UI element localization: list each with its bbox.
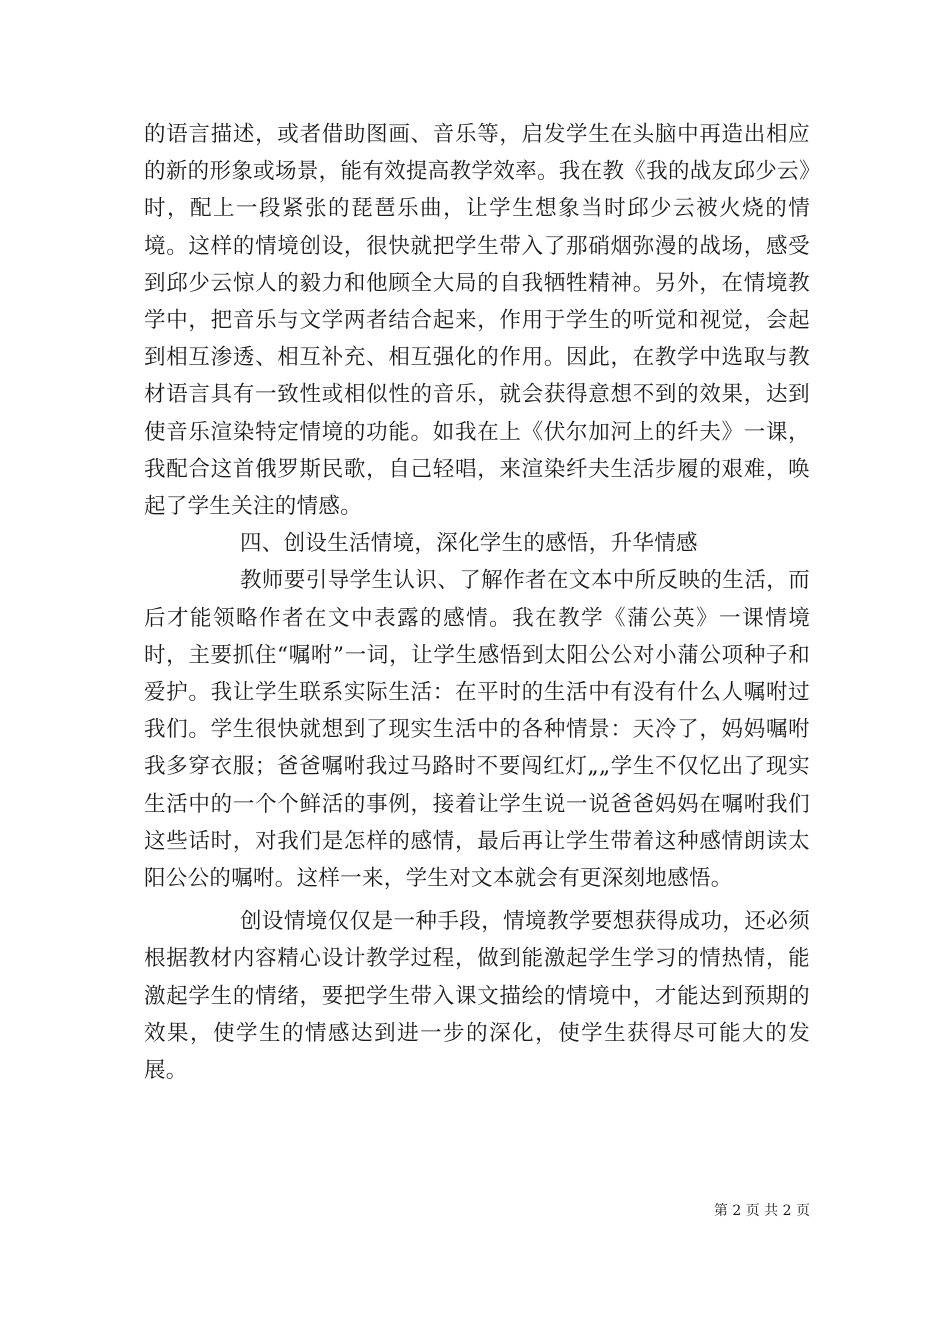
paragraph-life-context: 教师要引导学生认识、了解作者在文本中所反映的生活，而后才能领略作者在文中表露的感情。我在教学《蒲公英》一课情境时，主要抓住“嘱咐”一词，让学生感悟到太阳公公对小蒲公项种子和爱护。我让学生联系实际生活：在平时的生活中有没有什么人嘱咐过我们。学生很快就想到了现实生活中的各种情景：天冷了，妈妈嘱咐我多穿衣服；爸爸嘱咐我过马路时不要闯红灯„„学生不仅忆出了现实生活中的一个个鲜活的事例，接着让学生说一说爸爸妈妈在嘱咐我们这些话时，对我们是怎样的感情，最后再让学生带着这种感情朗读太阳公公的嘱咐。这样一来，学生对文本就会有更深刻地感悟。: [144, 568, 810, 892]
paragraph-music-context: 的语言描述，或者借助图画、音乐等，启发学生在头脑中再造出相应的新的形象或场景，能有效提高教学效率。我在教《我的战友邱少云》时，配上一段紧张的琵琶乐曲，让学生想象当时邱少云被火烧的情境。这样的情境创设，很快就把学生带入了那硝烟弥漫的战场，感受到邱少云惊人的毅力和他顾全大局的自我牺牲精神。另外，在情境教学中，把音乐与文学两者结合起来，作用于学生的听觉和视觉，会起到相互渗透、相互补充、相互强化的作用。因此，在教学中选取与教材语言具有一致性或相似性的音乐，就会获得意想不到的效果，达到使音乐渲染特定情境的功能。如我在上《伏尔加河上的纤夫》一课，我配合这首俄罗斯民歌，自己轻唱，来渲染纤夫生活步履的艰难，唤起了学生关注的情感。: [144, 122, 810, 520]
page-number-footer: 第 2 页 共 2 页: [713, 1203, 810, 1219]
paragraph-conclusion: 创设情境仅仅是一种手段，情境教学要想获得成功，还必须根据教材内容精心设计教学过程，做到能激起学生学习的情热情，能激起学生的情绪，要把学生带入课文描绘的情境中，才能达到预期的效果，使学生的情感达到进一步的深化，使学生获得尽可能大的发展。: [144, 909, 810, 1084]
section-heading-life-context: 四、创设生活情境，深化学生的感悟，升华情感: [240, 531, 698, 557]
document-body: [144, 116, 810, 1089]
